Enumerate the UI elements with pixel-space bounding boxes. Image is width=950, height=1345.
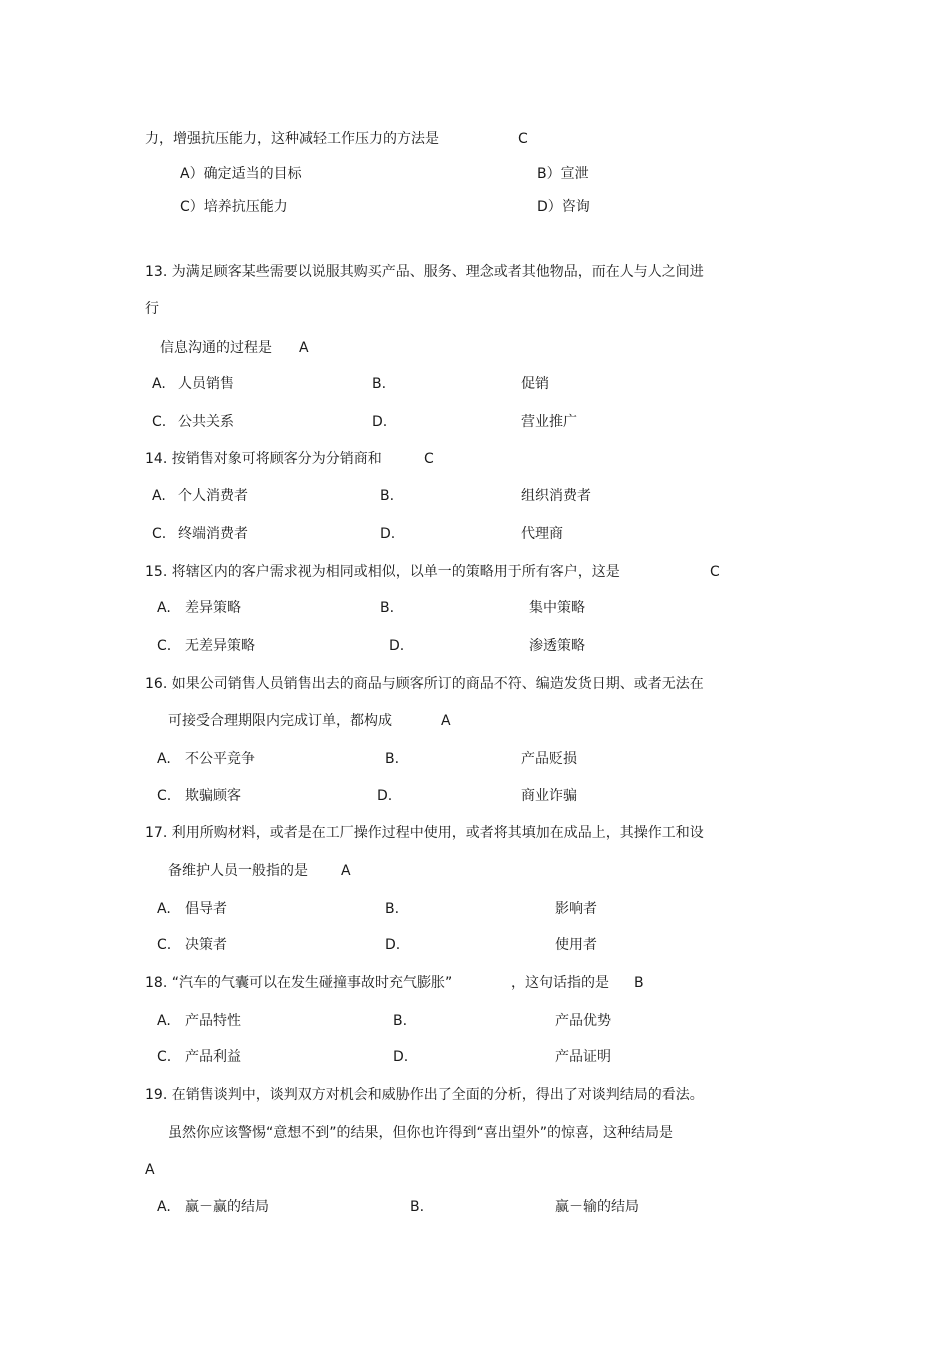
q18-stem-tail: ，这句话指的是 [511,975,609,991]
q15-option-d-text: 渗透策略 [529,638,585,654]
q17-option-c-label: C. [157,937,172,953]
q19-stem-line1: 19. 在销售谈判中，谈判双方对机会和威胁作出了全面的分析，得出了对谈判结局的看法。 [145,1087,704,1103]
q13-option-a-label: A. [152,376,166,392]
q12-option-c: C）培养抗压能力 [180,199,288,215]
q15-stem: 15. 将辖区内的客户需求视为相同或相似，以单一的策略用于所有客户，这是 [145,564,620,580]
q14-answer: C [424,451,434,467]
q17-option-d-text: 使用者 [555,937,597,953]
q13-option-d-text: 营业推广 [521,414,577,430]
q13-answer: A [299,340,309,356]
q14-option-d-label: D. [380,526,396,542]
q15-option-b-label: B. [380,600,395,616]
q18-option-a-text: 产品特性 [185,1013,241,1029]
q15-option-b-text: 集中策略 [529,600,585,616]
q12-stem-continuation: 力，增强抗压能力，这种减轻工作压力的方法是 [145,131,439,147]
q12-option-b: B）宣泄 [537,166,589,182]
q17-option-b-text: 影响者 [555,901,597,917]
q13-option-d-label: D. [372,414,388,430]
q16-stem-line1: 16. 如果公司销售人员销售出去的商品与顾客所订的商品不符、编造发货日期、或者无法在 [145,676,704,692]
q19-option-a-text: 赢－赢的结局 [185,1199,269,1215]
q18-option-b-text: 产品优势 [555,1013,611,1029]
q16-option-a-label: A. [157,751,171,767]
q17-option-a-text: 倡导者 [185,901,227,917]
q15-option-c-label: C. [157,638,172,654]
q16-option-d-text: 商业诈骗 [521,788,577,804]
q17-option-d-label: D. [385,937,401,953]
q17-answer: A [341,863,351,879]
q18-option-a-label: A. [157,1013,171,1029]
q19-option-b-text: 赢－输的结局 [555,1199,639,1215]
q16-option-a-text: 不公平竞争 [185,751,255,767]
q15-option-a-label: A. [157,600,171,616]
q19-answer: A [145,1162,155,1178]
q13-option-c-text: 公共关系 [178,414,234,430]
q18-answer: B [634,975,644,991]
q14-option-b-text: 组织消费者 [521,488,591,504]
q14-option-a-label: A. [152,488,166,504]
q15-option-d-label: D. [389,638,405,654]
q17-option-a-label: A. [157,901,171,917]
q12-option-a: A）确定适当的目标 [180,166,302,182]
q14-stem: 14. 按销售对象可将顾客分为分销商和 [145,451,382,467]
q19-option-a-label: A. [157,1199,171,1215]
q18-option-c-label: C. [157,1049,172,1065]
q13-stem-line2: 行 [145,301,159,317]
q17-stem-line2: 备维护人员一般指的是 [168,863,308,879]
q19-stem-line2: 虽然你应该警惕“意想不到”的结果，但你也许得到“喜出望外”的惊喜，这种结局是 [168,1125,674,1141]
q18-option-d-label: D. [393,1049,409,1065]
q16-stem-line2: 可接受合理期限内完成订单，都构成 [168,713,392,729]
q16-option-b-label: B. [385,751,400,767]
q14-option-a-text: 个人消费者 [178,488,248,504]
q14-option-c-label: C. [152,526,167,542]
q18-stem: 18. “汽车的气囊可以在发生碰撞事故时充气膨胀” [145,975,453,991]
q12-answer: C [518,131,528,147]
q12-option-d: D）咨询 [537,199,590,215]
q13-option-c-label: C. [152,414,167,430]
q13-stem-line3: 信息沟通的过程是 [160,340,272,356]
q16-option-d-label: D. [377,788,393,804]
q13-option-b-text: 促销 [521,376,549,392]
q16-option-b-text: 产品贬损 [521,751,577,767]
q17-option-b-label: B. [385,901,400,917]
q15-option-c-text: 无差异策略 [185,638,255,654]
q14-option-d-text: 代理商 [521,526,563,542]
q15-answer: C [710,564,720,580]
q18-option-c-text: 产品利益 [185,1049,241,1065]
q14-option-b-label: B. [380,488,395,504]
q18-option-d-text: 产品证明 [555,1049,611,1065]
q16-answer: A [441,713,451,729]
q13-option-a-text: 人员销售 [178,376,234,392]
q14-option-c-text: 终端消费者 [178,526,248,542]
q15-option-a-text: 差异策略 [185,600,241,616]
q17-option-c-text: 决策者 [185,937,227,953]
q16-option-c-text: 欺骗顾客 [185,788,241,804]
q16-option-c-label: C. [157,788,172,804]
q13-stem-line1: 13. 为满足顾客某些需要以说服其购买产品、服务、理念或者其他物品，而在人与人之间进 [145,264,704,280]
q19-option-b-label: B. [410,1199,425,1215]
q13-option-b-label: B. [372,376,387,392]
q18-option-b-label: B. [393,1013,408,1029]
q17-stem-line1: 17. 利用所购材料，或者是在工厂操作过程中使用，或者将其填加在成品上，其操作工和设 [145,825,704,841]
